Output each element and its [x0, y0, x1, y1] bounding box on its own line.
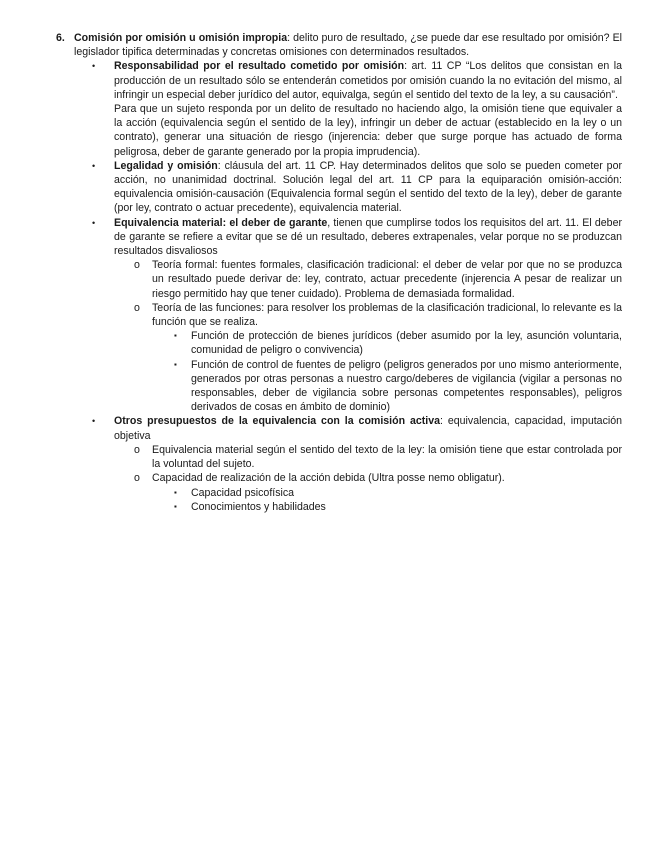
bullet-responsabilidad [92, 59, 622, 158]
sub-sub-item-proteccion [174, 329, 622, 357]
intro-paragraph [74, 31, 622, 59]
item-number: 6. [56, 32, 65, 44]
sub-sub-item-conocimientos [174, 500, 622, 514]
bullet-text: : art. 11 CP “Los delitos que consistan en la producción de un resultado sólo se entenderán cometidos por omisión cuando la no evitación del mismo, al infringir un especial deber jurídico del autor, equivalga, según el sentido del texto de la ley, a su causación”. [114, 60, 622, 101]
bullet-paragraph: Para que un sujeto responda por un delito de resultado no haciendo algo, la omisión tiene que equivaler a la acción (equivalencia según el sentido de la ley), infringir un deber de actuar (establecido en la ley o un contrato), generar una situación de riesgo (injerencia: deber que surge porque has actuado de forma peligrosa, deber de garante generado por la propia imprudencia). [114, 103, 622, 158]
sub-sub-item-psicofisica [174, 486, 622, 500]
circle-marker: o [134, 472, 140, 485]
bullet-heading: Responsabilidad por el resultado cometido por omisión [114, 60, 405, 73]
bullet-text: , tienen que cumplirse todos los requisitos del art. 11. El deber de garante se refiere a evitar que se dé un resultado, deberes extrapenales, velar porque no se produzcan resultados disvaliosos [114, 216, 622, 258]
sub-item-teoria-funciones [134, 301, 622, 329]
square-marker: ▪ [174, 331, 177, 341]
sub-item-capacidad [134, 471, 622, 485]
sub-sub-item-text: Capacidad psicofísica [191, 486, 295, 499]
circle-marker: o [134, 301, 140, 314]
bullet-legalidad [92, 159, 622, 216]
square-marker: ▪ [174, 501, 177, 511]
circle-marker: o [134, 443, 140, 456]
sub-item-equivalencia [134, 443, 622, 471]
bullet-heading: Otros presupuestos de la equivalencia con la comisión activa [114, 415, 441, 428]
sub-item-teoria-formal [134, 258, 622, 301]
sub-sub-item-control [174, 358, 622, 415]
sub-item-text: Teoría de las funciones: para resolver los problemas de la clasificación tradicional, lo relevante es la función que se realiza. [152, 301, 622, 329]
bullet-text: : cláusula del art. 11 CP. Hay determinados delitos que solo se pueden cometer por acción, no unanimidad doctrinal. Solución legal del art. 11 CP para la equiparación omisión-acción: equivalencia omisión-causación (Equivalencia formal según el sentido del texto de la ley), deber de garante (por ley, contrato o actuar precedente), equivalencia material. [114, 159, 622, 215]
sub-sub-item-text: Función de control de fuentes de peligro (peligros generados por uno mismo anteriormente, generados por otras personas a nuestro cargo/deberes de vigilancia (vigilar a personas no responsables, deber de vigilancia sobre personas competentes responsables), peligros derivados de cosas en ámbito de dominio) [191, 358, 622, 414]
square-marker: ▪ [174, 487, 177, 497]
bullet-heading: Legalidad y omisión [114, 159, 218, 172]
sub-sub-item-text: Función de protección de bienes jurídicos (deber asumido por la ley, asunción voluntaria, comunidad de peligro o convivencia) [191, 330, 622, 357]
sub-item-text: Teoría formal: fuentes formales, clasificación tradicional: el deber de velar por que no se produzca un resultado puede derivar de: ley, contrato, actuar precedente (injerencia A pesar de realizar un riesgo permitido hay que tener cuidado). Problema de demasiada formalidad. [152, 259, 622, 300]
circle-marker: o [134, 259, 140, 272]
sub-sub-item-text: Conocimientos y habilidades [191, 500, 326, 513]
bullet-marker: • [92, 61, 96, 72]
sub-item-text: Capacidad de realización de la acción debida (Ultra posse nemo obligatur). [152, 472, 505, 485]
intro-heading: Comisión por omisión u omisión impropia [74, 32, 288, 44]
bullet-text: : equivalencia, capacidad, imputación objetiva [114, 415, 623, 442]
bullet-marker: • [92, 217, 96, 228]
square-marker: ▪ [174, 359, 177, 369]
intro-text: : delito puro de resultado, ¿se puede dar ese resultado por omisión? El legislador tipifica determinadas y concretas omisiones con determinados resultados. [74, 32, 622, 59]
bullet-marker: • [92, 416, 96, 427]
list-item-6 [56, 31, 623, 514]
bullet-otros-presupuestos [92, 414, 623, 442]
bullet-marker: • [92, 160, 96, 171]
sub-item-text: Equivalencia material según el sentido del texto de la ley: la omisión tiene que estar controlada por la voluntad del sujeto. [152, 443, 622, 471]
bullet-heading: Equivalencia material: el deber de garante [114, 216, 328, 229]
bullet-equivalencia-material [92, 216, 622, 259]
